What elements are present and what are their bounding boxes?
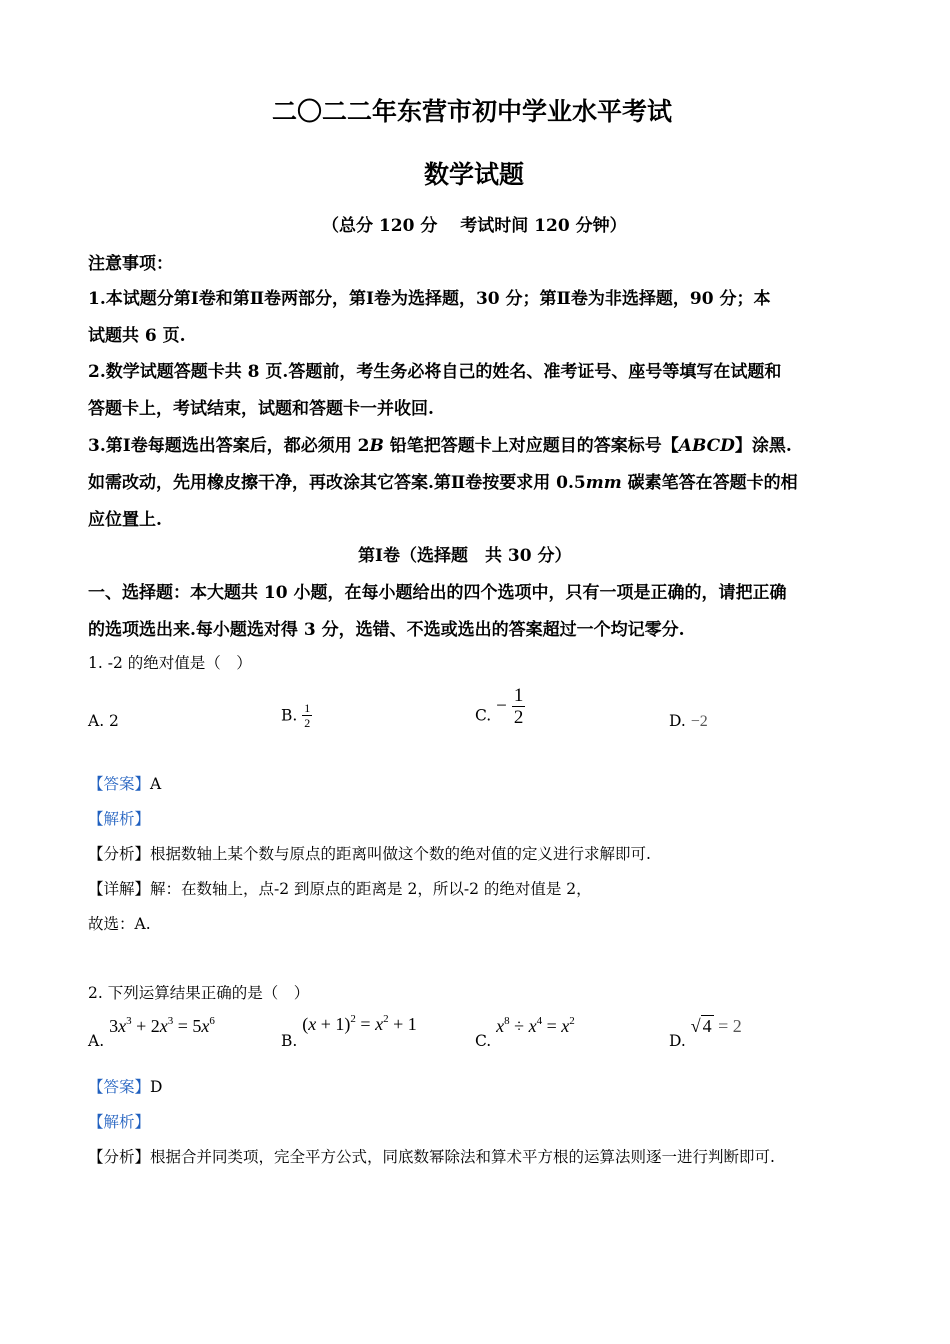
notes-heading: 注意事项： (88, 254, 173, 274)
q1-answer-value: A (150, 775, 162, 793)
q1-option-c-sign: − (496, 695, 507, 717)
note-3-line-2 (88, 468, 798, 493)
q1-stem: 1. -2 的绝对值是（ ） (88, 654, 252, 672)
q2-option-c (475, 1016, 575, 1050)
exam-title: 二〇二二年东营市初中学业水平考试 (272, 97, 673, 126)
q1-analysis-tag: 【解析】 (88, 810, 151, 828)
note-3-unit: mm (585, 473, 622, 493)
q1-conclusion: 故选：A. (88, 915, 151, 933)
q2-fenxi-text: 根据合并同类项，完全平方公式，同底数幂除法和算术平方根的运算法则逐一进行判断即可. (150, 1148, 775, 1166)
q1-fenxi-tag: 【分析】 (88, 845, 151, 863)
note-3-text-2c: 碳素笔答在答题卡的相 (621, 473, 798, 493)
q2-option-a-label: A. (88, 1032, 105, 1050)
q1-fenxi (88, 842, 651, 864)
note-3-line-1 (88, 431, 792, 456)
q1-answer (88, 772, 161, 794)
q1-option-d (669, 712, 708, 731)
q2-analysis-tag: 【解析】 (88, 1113, 151, 1131)
q1-xiangjie-text: 解：在数轴上，点-2 到原点的距离是 2，所以-2 的绝对值是 2， (150, 880, 592, 898)
note-3-pencil-grade: B (369, 436, 384, 456)
note-3-text-e: 】涂黑. (734, 436, 792, 456)
q2-answer-value: D (150, 1078, 163, 1096)
note-3-text-c: 铅笔把答题卡上对应题目的答案标号【 (383, 436, 679, 456)
q2-fenxi-tag: 【分析】 (88, 1148, 151, 1166)
note-3-text-a: 3.第Ⅰ卷每题选出答案后，都必须用 2 (88, 436, 370, 456)
note-3-line-3: 应位置上. (88, 510, 162, 530)
q2-option-d (669, 1016, 742, 1050)
score-time: （总分 120 分 考试时间 120 分钟） (322, 216, 627, 236)
note-2-line-2: 答题卡上，考试结束，试题和答题卡一并收回. (88, 399, 434, 419)
note-3-text-2a: 如需改动，先用橡皮擦干净，再改涂其它答案.第Ⅱ卷按要求用 0.5 (88, 473, 586, 493)
subject-title: 数学试题 (424, 160, 525, 189)
q2-answer-tag: 【答案】 (88, 1078, 151, 1096)
q1-option-d-value: −2 (690, 713, 708, 730)
q1-option-c-label: C. (475, 706, 492, 725)
q1-xiangjie-tag: 【详解】 (88, 880, 151, 898)
q2-option-c-label: C. (475, 1032, 492, 1050)
q1-xiangjie (88, 877, 592, 899)
q1-option-b-label: B. (281, 706, 298, 725)
q2-option-b-label: B. (281, 1032, 298, 1050)
section-1-intro-line-2: 的选项选出来.每小题选对得 3 分，选错、不选或选出的答案超过一个均记零分. (88, 620, 685, 640)
note-1-line-2: 试题共 6 页. (88, 326, 186, 346)
q2-option-b-expression: $(x + 1)^2 = x^2 + 1$ (302, 1013, 417, 1034)
q2-option-a-expression: $3x^3 + 2x^3 = 5x^6$ (109, 1015, 215, 1036)
q1-option-c-fraction (512, 686, 526, 727)
q1-option-d-label: D. (669, 712, 686, 730)
note-2-line-1: 2.数学试题答题卡共 8 页.答题前，考生务必将自己的姓名、准考证号、座号等填写在试题和 (88, 362, 782, 382)
q1-option-a: A. 2 (88, 712, 119, 730)
q1-option-b (281, 702, 312, 729)
q1-option-c-numerator: 1 (513, 685, 524, 706)
section-1-title: 第Ⅰ卷（选择题 共 30 分） (358, 546, 572, 566)
note-3-answer-labels: ABCD (678, 436, 735, 456)
q2-stem: 2. 下列运算结果正确的是（ ） (88, 984, 310, 1002)
note-1-line-1: 1.本试题分第Ⅰ卷和第Ⅱ卷两部分，第Ⅰ卷为选择题，30 分；第Ⅱ卷为非选择题，90 分；本 (88, 289, 771, 309)
q2-option-d-label: D. (669, 1032, 686, 1050)
q2-answer (88, 1075, 162, 1097)
section-1-intro-line-1: 一、选择题：本大题共 10 小题，在每小题给出的四个选项中，只有一项是正确的，请把正确 (88, 583, 787, 603)
q1-option-c-denominator: 2 (513, 707, 524, 728)
q2-option-c-expression: $x^8 \div x^4 = x^2$ (496, 1015, 575, 1036)
q2-option-b (281, 1014, 417, 1050)
q1-option-b-fraction (302, 702, 312, 729)
q2-option-a (88, 1016, 215, 1050)
q1-option-c (475, 686, 525, 727)
q2-fenxi (88, 1145, 775, 1167)
q2-option-d-expression: √ 4 = 2 (690, 1016, 742, 1036)
q1-option-b-numerator: 1 (304, 701, 311, 715)
q1-fenxi-text: 根据数轴上某个数与原点的距离叫做这个数的绝对值的定义进行求解即可. (150, 845, 651, 863)
q1-answer-tag: 【答案】 (88, 775, 151, 793)
q1-option-b-denominator: 2 (304, 716, 311, 730)
